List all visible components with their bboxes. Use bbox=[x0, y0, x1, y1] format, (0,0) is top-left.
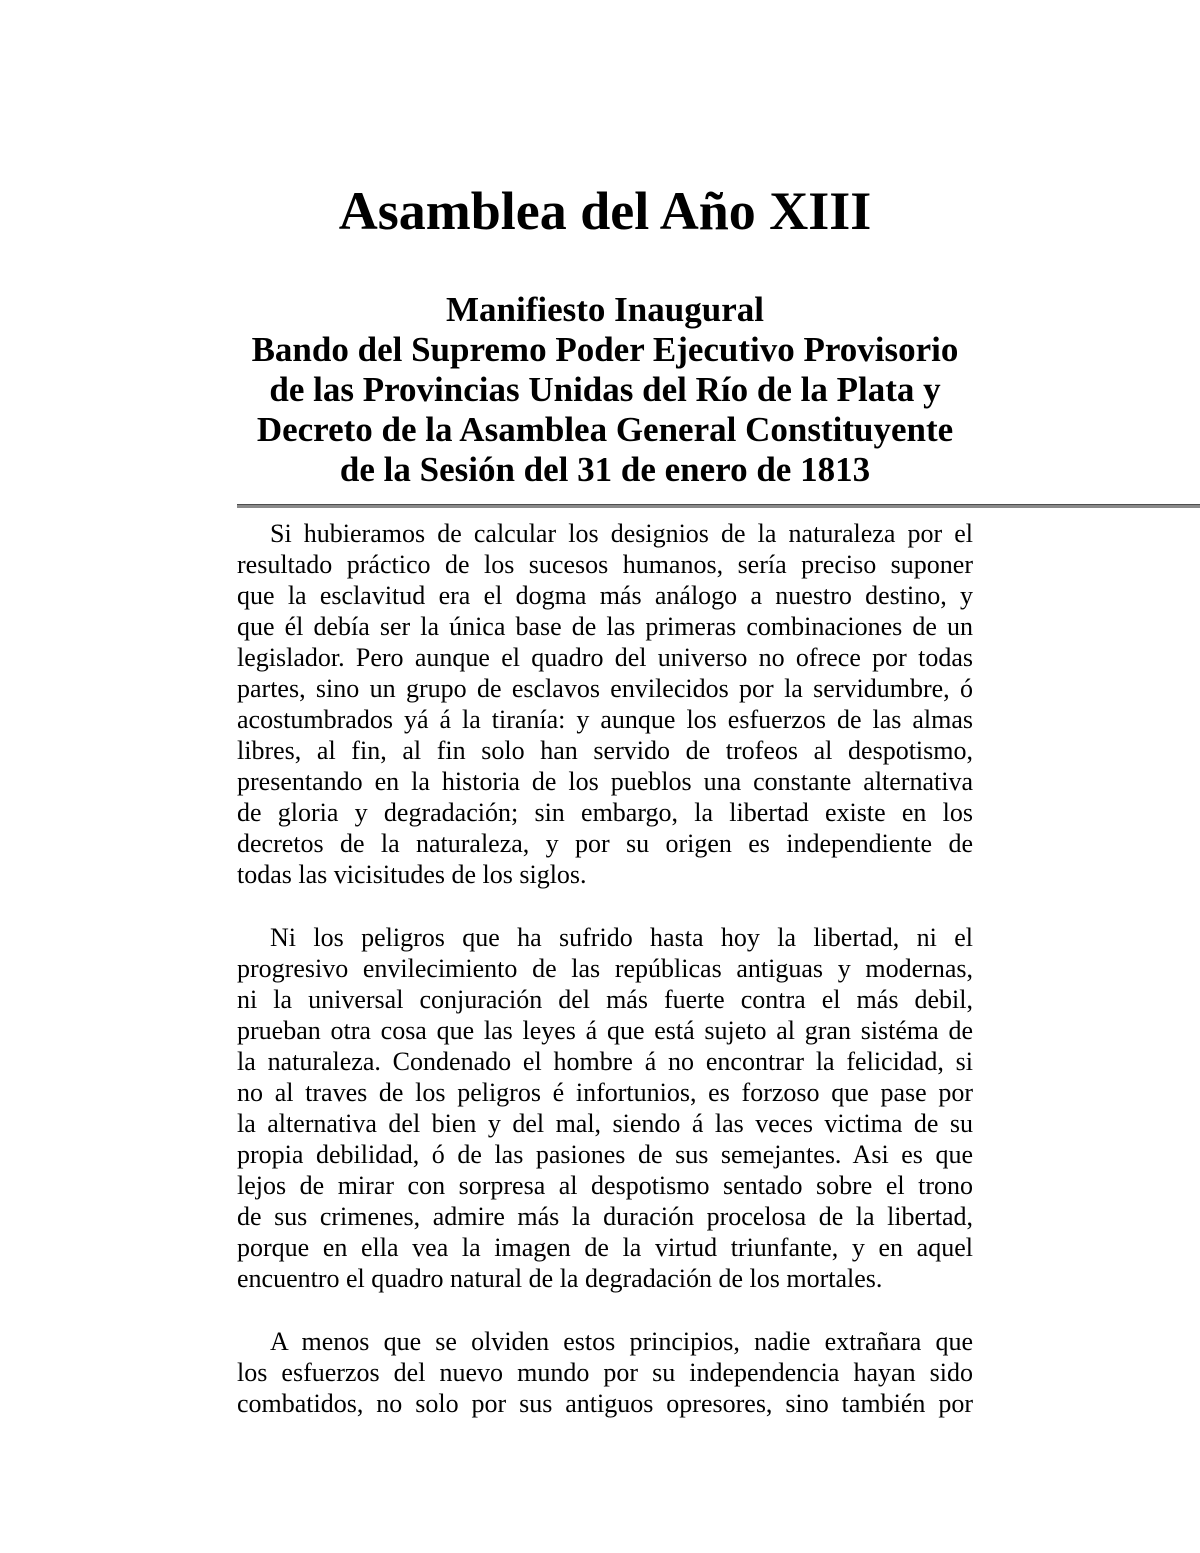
text-line: presentando en la historia de los pueblos una constante alternativa bbox=[237, 767, 973, 796]
text-line: lejos de mirar con sorpresa al despotismo sentado sobre el trono bbox=[237, 1171, 973, 1200]
text-line: todas las vicisitudes de los siglos. bbox=[237, 860, 587, 889]
horizontal-rule bbox=[237, 504, 1200, 508]
text-line: prueban otra cosa que las leyes á que está sujeto al gran sistéma de bbox=[237, 1016, 973, 1045]
text-line: la naturaleza. Condenado el hombre á no encontrar la felicidad, si bbox=[237, 1047, 973, 1076]
page-title: Asamblea del Año XIII bbox=[338, 181, 872, 241]
text-line: Si hubieramos de calcular los designios de la naturaleza por el bbox=[270, 519, 973, 548]
text-line: porque en ella vea la imagen de la virtud triunfante, y en aquel bbox=[237, 1233, 973, 1262]
text-line: progresivo envilecimiento de las repúblicas antiguas y modernas, bbox=[237, 954, 973, 983]
text-line: de sus crimenes, admire más la duración procelosa de la libertad, bbox=[237, 1202, 973, 1231]
paragraph bbox=[237, 1326, 973, 1419]
text-line: acostumbrados yá á la tiranía: y aunque los esfuerzos de las almas bbox=[237, 705, 973, 734]
text-line: libres, al fin, al fin solo han servido de trofeos al despotismo, bbox=[237, 736, 973, 765]
text-line: encuentro el quadro natural de la degradación de los mortales. bbox=[237, 1264, 883, 1293]
text-line: que él debía ser la única base de las primeras combinaciones de un bbox=[237, 612, 973, 641]
text-line: ni la universal conjuración del más fuerte contra el más debil, bbox=[237, 985, 973, 1014]
subtitle-line: Bando del Supremo Poder Ejecutivo Provisorio bbox=[251, 330, 959, 369]
document-body bbox=[237, 518, 973, 1419]
subtitle-line: de las Provincias Unidas del Río de la Plata y bbox=[269, 370, 941, 409]
subtitle bbox=[237, 290, 973, 490]
text-line: de gloria y degradación; sin embargo, la libertad existe en los bbox=[237, 798, 973, 827]
text-line: Ni los peligros que ha sufrido hasta hoy la libertad, ni el bbox=[270, 923, 973, 952]
text-line: no al traves de los peligros é infortunios, es forzoso que pase por bbox=[237, 1078, 973, 1107]
text-line: la alternativa del bien y del mal, siendo á las veces victima de su bbox=[237, 1109, 973, 1138]
text-line: decretos de la naturaleza, y por su origen es independiente de bbox=[237, 829, 973, 858]
subtitle-line: de la Sesión del 31 de enero de 1813 bbox=[339, 450, 871, 489]
text-line: combatidos, no solo por sus antiguos opresores, sino también por bbox=[237, 1389, 973, 1418]
text-line: los esfuerzos del nuevo mundo por su independencia hayan sido bbox=[237, 1358, 973, 1387]
text-line: legislador. Pero aunque el quadro del universo no ofrece por todas bbox=[237, 643, 973, 672]
text-line: A menos que se olviden estos principios, nadie extrañara que bbox=[270, 1327, 973, 1356]
paragraph bbox=[237, 922, 973, 1294]
text-line: resultado práctico de los sucesos humanos, sería preciso suponer bbox=[237, 550, 973, 579]
subtitle-line: Manifiesto Inaugural bbox=[446, 290, 764, 329]
subtitle-line: Decreto de la Asamblea General Constituyente bbox=[256, 410, 954, 449]
text-line: partes, sino un grupo de esclavos envilecidos por la servidumbre, ó bbox=[237, 674, 973, 703]
paragraph bbox=[237, 518, 973, 890]
text-line: que la esclavitud era el dogma más análogo a nuestro destino, y bbox=[237, 581, 973, 610]
text-line: propia debilidad, ó de las pasiones de sus semejantes. Asi es que bbox=[237, 1140, 973, 1169]
